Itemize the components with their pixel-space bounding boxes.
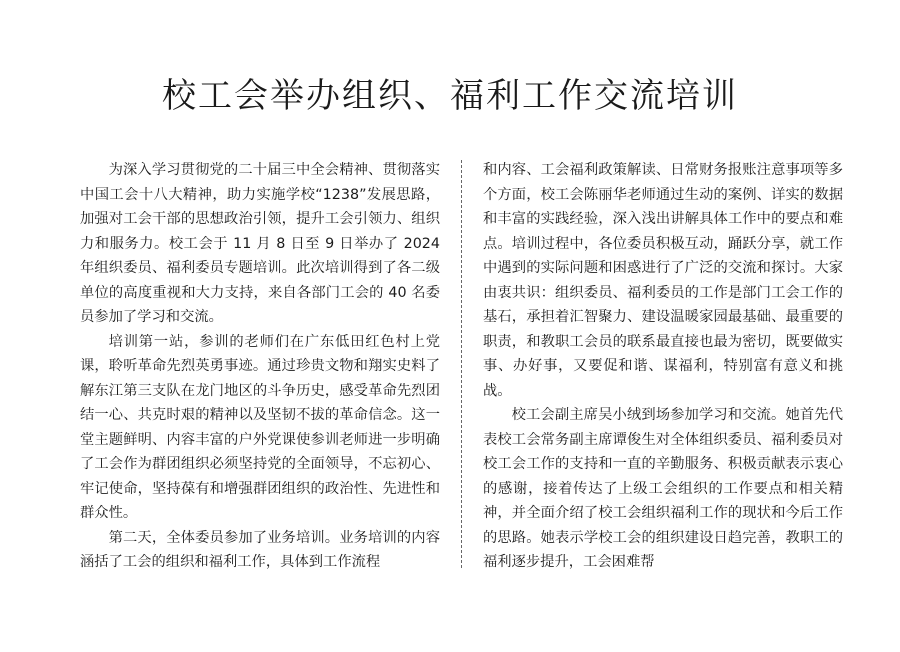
paragraph-vice-chair: 校工会副主席吴小绒到场参加学习和交流。她首先代表校工会常务副主席谭俊生对全体组织委员、福利委员对校工会工作的支持和一直的辛勤服务、积极贡献表示衷心的感谢，接着传达了上级工会组织的工作要点和相关精神，并全面介绍了校工会组织福利工作的现状和今后工作的思路。她表示学校工会的组织建设日趋完善，教职工的福利逐步提升，工会困难帮 xyxy=(483,407,843,570)
paragraph-first-stop: 培训第一站，参训的老师们在广东低田红色村上党课，聆听革命先烈英勇事迹。通过珍贵文物和翔实史料了解东江第三支队在龙门地区的斗争历史，感受革命先烈团结一心、共克时艰的精神以及坚韧不拔的革命信念。这一堂主题鲜明、内容丰富的户外党课使参训老师进一步明确了工会作为群团组织必须坚持党的全面领导，不忘初心、牢记使命，坚持葆有和增强群团组织的政治性、先进性和群众性。 xyxy=(80,333,440,521)
paragraph-intro: 为深入学习贯彻党的二十届三中全会精神、贯彻落实中国工会十八大精神，助力实施学校“1238”发展思路，加强对工会干部的思想政治引领，提升工会引领力、组织力和服务力。校工会于 11 月 8 日至 9 日举办了 2024 年组织委员、福利委员专题培训。此次培训得到了各二级单位的高度重视和大力支持，来自各部门工会的 40 名委员参加了学习和交流。 xyxy=(80,162,440,325)
left-text-column xyxy=(80,158,440,575)
paragraph-second-day-continued: 和内容、工会福利政策解读、日常财务报账注意事项等多个方面，校工会陈丽华老师通过生动的案例、详实的数据和丰富的实践经验，深入浅出讲解具体工作中的要点和难点。培训过程中，各位委员积极互动，踊跃分享，就工作中遇到的实际问题和困惑进行了广泛的交流和探讨。大家由衷共识：组织委员、福利委员的工作是部门工会工作的基石，承担着汇智聚力、建设温暖家园最基础、最重要的职责，和教职工会员的联系最直接也最为密切，既要做实事、办好事，又要促和谐、谋福利，特别富有意义和挑战。 xyxy=(483,162,843,399)
paragraph-second-day: 第二天，全体委员参加了业务培训。业务培训的内容涵括了工会的组织和福利工作，具体到工作流程 xyxy=(80,529,440,570)
right-text-column xyxy=(483,158,843,575)
article-title: 校工会举办组织、福利工作交流培训 xyxy=(162,76,738,116)
column-divider xyxy=(461,160,462,568)
